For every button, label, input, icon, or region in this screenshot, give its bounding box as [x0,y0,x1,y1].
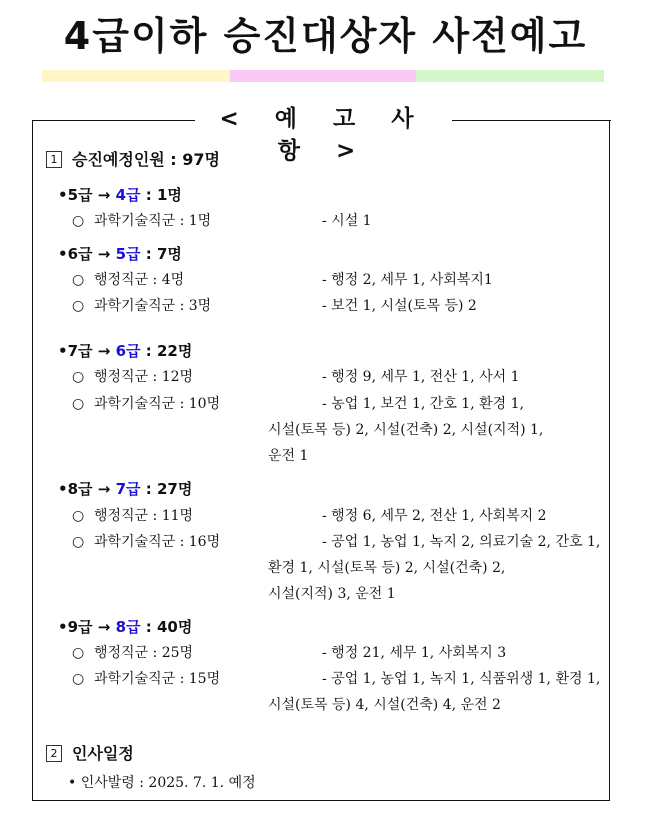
item-label: 행정직군 : 12명 [94,369,194,385]
section-number: 2 [46,745,62,762]
item-detail: - 시설 1 [322,213,372,229]
bullet: • [58,480,68,498]
bullet: • [58,342,68,360]
section-number: 1 [46,151,62,168]
list-item [72,531,601,553]
schedule-item [68,772,256,794]
arrow: → [97,618,111,636]
item-detail: - 행정 21, 세무 1, 사회복지 3 [322,645,507,661]
grade-heading [58,184,182,206]
item-label: 행정직군 : 4명 [94,272,185,288]
grade-count: : 40명 [145,618,193,636]
section-1-heading [46,149,220,171]
notice-heading: < 예 고 사 항 > [219,106,428,164]
list-item [72,295,477,317]
grade-heading [58,340,192,362]
section-title: 승진예정인원 : 97명 [72,150,220,169]
item-detail-continued: 시설(지적) 3, 운전 1 [268,586,396,602]
list-item [72,210,372,232]
circle-bullet: ○ [72,396,85,412]
grade-count: : 7명 [145,245,182,263]
circle-bullet: ○ [72,369,85,385]
item-detail-continued: 시설(토목 등) 4, 시설(건축) 4, 운전 2 [268,697,501,713]
circle-bullet: ○ [72,213,85,229]
grade-count: : 27명 [145,480,193,498]
grade-to: 8급 [115,618,141,636]
grade-from: 5급 [67,186,93,204]
grade-from: 8급 [67,480,93,498]
title-underline-pink [230,70,416,82]
item-detail: - 공업 1, 농업 1, 녹지 2, 의료기술 2, 간호 1, [322,534,601,550]
circle-bullet: ○ [72,534,85,550]
bullet: • [68,775,77,791]
page-title: 4급이하 승진대상자 사전예고 [63,14,588,58]
item-detail: - 공업 1, 농업 1, 녹지 1, 식품위생 1, 환경 1, [322,671,601,687]
grade-heading [58,243,182,265]
item-label: 행정직군 : 11명 [94,508,194,524]
grade-from: 6급 [67,245,93,263]
item-label: 행정직군 : 25명 [94,645,194,661]
arrow: → [97,342,111,360]
grade-to: 4급 [115,186,141,204]
item-detail: - 농업 1, 보건 1, 간호 1, 환경 1, [322,396,524,412]
title-underline-green [416,70,604,82]
item-detail-continued: 시설(토목 등) 2, 시설(건축) 2, 시설(지적) 1, [268,422,544,438]
item-detail-continued: 운전 1 [268,448,309,464]
list-item [72,668,601,690]
circle-bullet: ○ [72,671,85,687]
grade-to: 6급 [115,342,141,360]
grade-from: 7급 [67,342,93,360]
arrow: → [97,245,111,263]
item-label: 과학기술직군 : 15명 [94,671,221,687]
item-detail-continued: 환경 1, 시설(토목 등) 2, 시설(건축) 2, [268,560,506,576]
title-underline-yellow [42,70,230,82]
grade-heading [58,478,192,500]
list-item [72,505,547,527]
section-2-heading [46,743,134,765]
bullet: • [58,618,68,636]
list-item [72,393,524,415]
arrow: → [97,480,111,498]
grade-heading [58,616,192,638]
bullet: • [58,245,68,263]
grade-count: : 1명 [145,186,182,204]
grade-to: 7급 [115,480,141,498]
item-detail: - 보건 1, 시설(토목 등) 2 [322,298,477,314]
list-item [72,269,493,291]
list-item [72,642,507,664]
box-top-border-right [452,120,611,121]
circle-bullet: ○ [72,298,85,314]
item-detail: - 행정 6, 세무 2, 전산 1, 사회복지 2 [322,508,547,524]
item-detail: - 행정 2, 세무 1, 사회복지1 [322,272,493,288]
item-detail: - 행정 9, 세무 1, 전산 1, 사서 1 [322,369,520,385]
section-title: 인사일정 [72,744,134,763]
item-label: 과학기술직군 : 16명 [94,534,221,550]
list-item [72,366,520,388]
item-label: 과학기술직군 : 1명 [94,213,212,229]
item-label: 과학기술직군 : 3명 [94,298,212,314]
bullet: • [58,186,68,204]
schedule-text: 인사발령 : 2025. 7. 1. 예정 [80,775,256,791]
grade-to: 5급 [115,245,141,263]
arrow: → [97,186,111,204]
box-top-border-left [32,120,195,121]
grade-count: : 22명 [145,342,193,360]
grade-from: 9급 [67,618,93,636]
circle-bullet: ○ [72,272,85,288]
circle-bullet: ○ [72,508,85,524]
circle-bullet: ○ [72,645,85,661]
item-label: 과학기술직군 : 10명 [94,396,221,412]
